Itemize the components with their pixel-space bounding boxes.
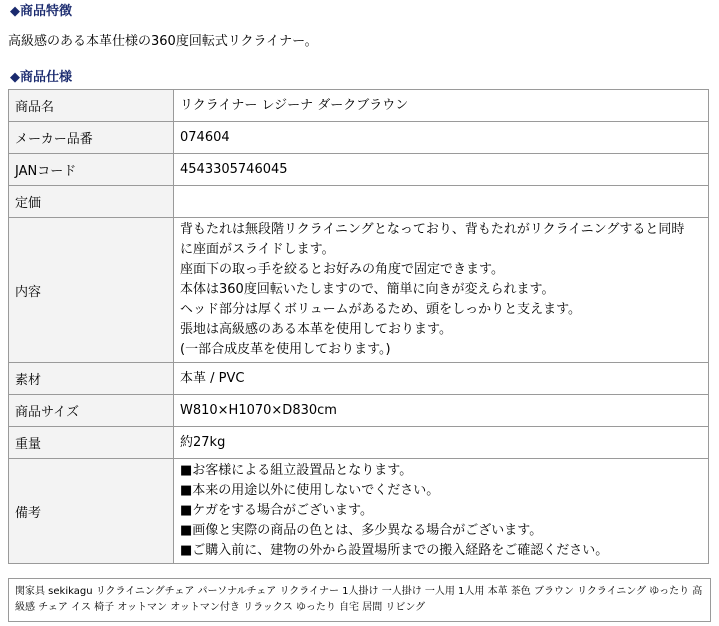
spec-value-line: 本革 / PVC — [180, 370, 245, 386]
spec-row — [9, 427, 709, 459]
spec-label: 素材 — [9, 363, 174, 395]
spec-value — [174, 90, 709, 122]
spec-label: 重量 — [9, 427, 174, 459]
spec-label: 商品名 — [9, 90, 174, 122]
spec-value-line: ヘッド部分は厚くボリュームがあるため、頭をしっかりと支えます。 — [180, 302, 582, 317]
spec-value-line: 074604 — [180, 129, 230, 145]
spec-row — [9, 218, 709, 363]
spec-value-line: 4543305746045 — [180, 161, 288, 177]
spec-value-line: 本体は360度回転いたしますので、簡単に向きが変えられます。 — [180, 282, 555, 297]
spec-row — [9, 154, 709, 186]
spec-value-line: 約27kg — [180, 434, 226, 450]
spec-value — [174, 186, 709, 218]
spec-row — [9, 186, 709, 218]
spec-value — [174, 154, 709, 186]
spec-value-line: (一部合成皮革を使用しております。) — [180, 342, 391, 357]
spec-value-line: ■本来の用途以外に使用しないでください。 — [180, 483, 440, 498]
spec-value-line: ■ケガをする場合がございます。 — [180, 503, 373, 518]
features-text: 高級感のある本革仕様の360度回転式リクライナー。 — [8, 34, 318, 49]
spec-value-line: 背もたれは無段階リクライニングとなっており、背もたれがリクライニングすると同時 — [180, 222, 685, 237]
specs-heading: ◆商品仕様 — [10, 70, 72, 85]
spec-value-line: リクライナー レジーナ ダークブラウン — [180, 97, 409, 113]
spec-label: JANコード — [9, 154, 174, 186]
spec-value — [174, 459, 709, 564]
spec-value-line: 座面下の取っ手を絞るとお好みの角度で固定できます。 — [180, 262, 504, 277]
spec-row — [9, 122, 709, 154]
spec-row — [9, 459, 709, 564]
spec-label: 商品サイズ — [9, 395, 174, 427]
features-heading: ◆商品特徴 — [10, 4, 72, 19]
spec-value-line: ■お客様による組立設置品となります。 — [180, 463, 413, 478]
spec-value — [174, 363, 709, 395]
spec-value — [174, 427, 709, 459]
spec-table — [8, 89, 709, 564]
spec-label: 備考 — [9, 459, 174, 564]
spec-value-line: 張地は高級感のある本革を使用しております。 — [180, 322, 452, 337]
spec-value-line: ■ご購入前に、建物の外から設置場所までの搬入経路をご確認ください。 — [180, 543, 609, 558]
spec-label: 定価 — [9, 186, 174, 218]
spec-value — [174, 122, 709, 154]
spec-label: 内容 — [9, 218, 174, 363]
spec-value — [174, 218, 709, 363]
spec-label: メーカー品番 — [9, 122, 174, 154]
keywords-box: 関家具 sekikagu リクライニングチェア パーソナルチェア リクライナー 1人掛け 一人掛け 一人用 1人用 本革 茶色 ブラウン リクライニング ゆったり 高級感 チェア イス 椅子 オットマン オットマン付き リラックス ゆったり 自宅 居間 リビング — [8, 578, 711, 622]
spec-row — [9, 90, 709, 122]
spec-row — [9, 395, 709, 427]
spec-value — [174, 395, 709, 427]
spec-value-line: W810×H1070×D830cm — [180, 402, 337, 418]
spec-value-line: に座面がスライドします。 — [180, 242, 335, 257]
spec-row — [9, 363, 709, 395]
spec-value-line: ■画像と実際の商品の色とは、多少異なる場合がございます。 — [180, 523, 543, 538]
